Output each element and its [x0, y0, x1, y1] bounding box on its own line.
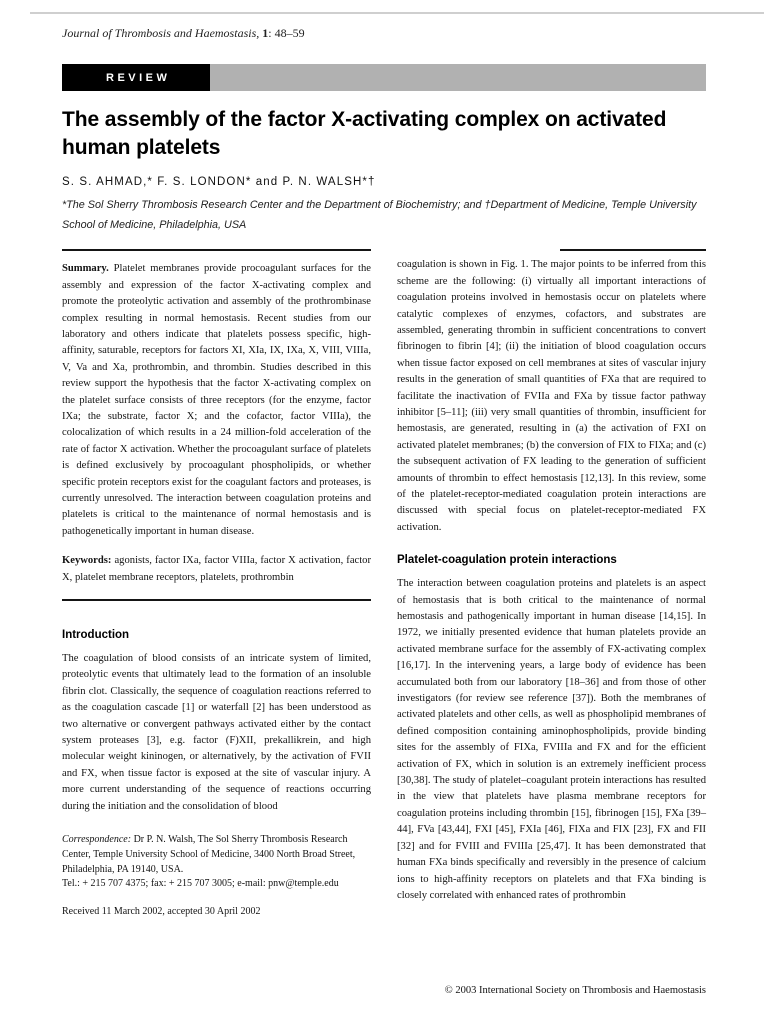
page-top-edge [30, 12, 764, 14]
keywords-label: Keywords: [62, 555, 112, 567]
correspondence-address-text: Dr P. N. Walsh, The Sol Sherry Thrombosis Research Center, Temple University School of Medicine, 3400 North Broad Street, Philadelphia, PA 19140, USA. [62, 834, 356, 875]
section-heading-introduction: Introduction [62, 629, 130, 641]
platelet-interactions-paragraph: The interaction between coagulation proteins and platelets is an aspect of hemostasis that is both critical to the maintenance of normal hemostasis and pathogenically important in human disease [14,15]. In 1972, we initially presented evidence that human platelets provide an activated membrane surface for the assembly of FX-activating complex [16,17]. In the intervening years, a large body of evidence has been accumulated both from our laboratory [18–36] and from those of other investigators (for review see reference [37]). Both the membranes of activated platelets and other cells, as well as phospholipid membranes of defined composition containing aminophospholipids, provide binding sites for the assembly of FIXa, FVIIIa and FX and for the efficient activation of FX, which in solution is an extremely inefficient process [30,38]. The study of platelet–coagulant protein interactions has resulted in the view that platelets have plasma membrane receptors for coagulation proteins including thrombin [15], fibrinogen [15], FXa [39–44], FVa [43,44], FXI [45], FXIa [46], FIXa and FIX [23], FX and FII [32] and for FVIII and FVIIIa [25,47]. It has been demonstrated that human FXa binds specifically and reversibly in the presence of calcium ions to high-affinity receptors on platelets and that FXa binding is closely correlated with enhanced rates of prothrombin [397, 578, 706, 901]
abstract-top-rule [62, 249, 371, 251]
correspondence-label: Correspondence: [62, 834, 132, 846]
correspondence-block [62, 833, 371, 892]
right-column-top-rule [560, 249, 706, 251]
keywords-paragraph [62, 553, 371, 586]
abstract-label: Summary. [62, 263, 109, 275]
copyright-line: © 2003 International Society on Thrombosis and Haemostasis [444, 985, 706, 996]
article-title: The assembly of the factor X-activating complex on activated human platelets [62, 108, 667, 159]
article-type-bar-fill [210, 64, 706, 91]
article-type-badge: REVIEW [62, 64, 210, 91]
two-column-body [62, 249, 706, 930]
left-column [62, 249, 371, 930]
correspondence-address [62, 833, 371, 877]
abstract-bottom-rule [62, 599, 371, 601]
correspondence-contact: Tel.: + 215 707 4375; fax: + 215 707 3005; e-mail: pnw@temple.edu [62, 878, 339, 890]
journal-citation [62, 26, 706, 41]
article-type-bar [62, 64, 706, 91]
journal-volume: 1 [262, 26, 269, 40]
introduction-paragraph: The coagulation of blood consists of an intricate system of limited, proteolytic events that ultimately lead to the formation of an insoluble fibrin clot. Classically, the sequence of coagulation reactions referred to as the coagulation cascade [1] or waterfall [2] has been understood as two alternative or convergent pathways activated either by the contact system proteases [3], e.g. factor (F)XII, prekallikrein, and high molecular weight kininogen, or alternatively, by the activation of FVII and FX, when tissue factor is exposed at the site of vascular injury. A more current understanding of the sequence of reactions occurring during the initiation and the consolidation of blood [62, 653, 371, 812]
keywords-text: agonists, factor IXa, factor VIIIa, factor X activation, factor X, platelet membrane receptors, platelets, prothrombin [62, 555, 371, 583]
section-heading-platelet-interactions: Platelet-coagulation protein interactions [397, 554, 617, 567]
abstract-text: Platelet membranes provide procoagulant surfaces for the assembly and expression of the factor X-activating complex and promote the proteolytic activation and assembly of the prothrombinase complex resulting in normal hemostasis. Recent studies from our laboratory and others indicate that platelets possess specific, high-affinity, saturable, receptors for factors XI, XIa, IX, IXa, X, VIII, VIIIa, V, Va and Xa, prothrombin, and thrombin. Studies described in this review support the hypothesis that the factor X-activating complex on the platelet surface consists of three receptors (for the enzyme, factor IXa; the substrate, factor X; and the cofactor, factor VIIIa), the colocalization of which results in a 24 million-fold acceleration of the rate of factor X activation. Whether the procoagulant surface of platelets is defined exclusively by procoagulant phospholipids, or whether specific protein receptors exist for the coagulant factors and proteases, is currently unresolved. The interaction between coagulation proteins and platelets is critical to the maintenance of normal hemostasis and is pathogenetically important in human disease. [62, 263, 372, 537]
right-column [397, 249, 706, 930]
received-line: Received 11 March 2002, accepted 30 April 2002 [62, 906, 261, 918]
abstract-paragraph [62, 261, 371, 540]
continuation-paragraph: coagulation is shown in Fig. 1. The major points to be inferred from this scheme are the following: (i) virtually all important interactions of coagulation proteins involved in hemostasis occur on platelets where catalytic complexes of enzymes, cofactors, and substrates are assembled, generating thrombin in sufficient concentrations to convert fibrinogen to fibrin [4]; (ii) the initiation of blood coagulation occurs when tissue factor exposed on cell membranes at sites of vascular injury results in the generation of small quantities of FXa that are required to facilitate the inactivation of FVIIa and FXa by tissue factor pathway inhibitor [5–11]; (iii) very small quantities of thrombin, insufficient for hemostasis, are generated, resulting in (a) the activation of FXI on activated platelet membranes; (b) the conversion of FIX to FIXa; and (c) the subsequent activation of FX leading to the generation of sufficient amounts of thrombin to effect hemostasis [12,13]. In this review, some of the platelet-receptor-mediated coagulation protein interactions are discussed with special focus on platelet-receptor-mediated FX activation. [397, 259, 706, 533]
journal-pages: : 48–59 [268, 26, 305, 40]
authors-line: S. S. AHMAD,* F. S. LONDON* and P. N. WALSH*† [62, 176, 376, 189]
journal-name: Journal of Thrombosis and Haemostasis, [62, 26, 260, 40]
affiliation-line: *The Sol Sherry Thrombosis Research Center and the Department of Biochemistry; and †Department of Medicine, Temple University School of Medicine, Philadelphia, USA [62, 199, 697, 231]
